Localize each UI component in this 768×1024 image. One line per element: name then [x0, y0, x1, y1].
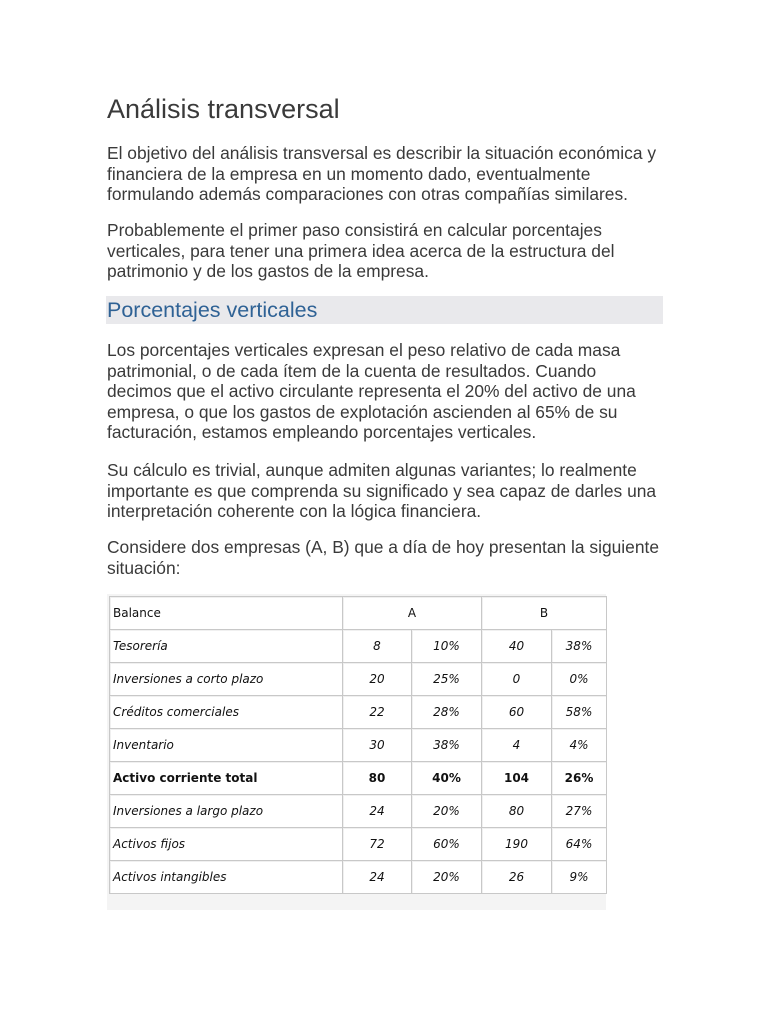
cell-a-percent: 40%	[412, 762, 482, 795]
table-row	[110, 828, 607, 861]
cell-b-value: 40	[482, 630, 552, 663]
paragraph-intro: El objetivo del análisis transversal es describir la situación económica y financiera de la empresa en un momento dado, eventualmente formulando además comparaciones con otras compañías similares.	[107, 143, 657, 205]
table-row	[110, 630, 607, 663]
header-balance: Balance	[110, 597, 343, 630]
cell-a-value: 20	[343, 663, 412, 696]
cell-a-value: 30	[343, 729, 412, 762]
cell-b-percent: 27%	[552, 795, 607, 828]
table-row	[110, 729, 607, 762]
cell-b-percent: 38%	[552, 630, 607, 663]
cell-a-value: 80	[343, 762, 412, 795]
row-label: Activos intangibles	[110, 861, 343, 894]
cell-b-value: 26	[482, 861, 552, 894]
table-row	[110, 663, 607, 696]
row-label: Inversiones a largo plazo	[110, 795, 343, 828]
cell-b-percent: 26%	[552, 762, 607, 795]
table-header-row	[110, 597, 607, 630]
row-label: Tesorería	[110, 630, 343, 663]
cell-a-percent: 25%	[412, 663, 482, 696]
row-label: Inversiones a corto plazo	[110, 663, 343, 696]
cell-a-value: 22	[343, 696, 412, 729]
cell-b-value: 60	[482, 696, 552, 729]
page-title: Análisis transversal	[107, 94, 340, 124]
cell-b-value: 80	[482, 795, 552, 828]
paragraph-consider: Considere dos empresas (A, B) que a día de hoy presentan la siguiente situación:	[107, 537, 659, 578]
balance-table-image	[107, 594, 606, 910]
cell-b-percent: 0%	[552, 663, 607, 696]
table-row	[110, 795, 607, 828]
table-row	[110, 861, 607, 894]
balance-table	[109, 596, 607, 894]
section-header	[106, 296, 663, 324]
header-company-b: B	[482, 597, 607, 630]
paragraph-calculation: Su cálculo es trivial, aunque admiten algunas variantes; lo realmente importante es que comprenda su significado y sea capaz de darles una interpretación coherente con la lógica financiera.	[107, 460, 657, 522]
cell-a-value: 8	[343, 630, 412, 663]
cell-b-percent: 64%	[552, 828, 607, 861]
table-row-total	[110, 762, 607, 795]
cell-a-percent: 20%	[412, 861, 482, 894]
cell-b-percent: 58%	[552, 696, 607, 729]
cell-a-percent: 38%	[412, 729, 482, 762]
row-label: Activos fijos	[110, 828, 343, 861]
header-company-a: A	[343, 597, 482, 630]
paragraph-definition: Los porcentajes verticales expresan el peso relativo de cada masa patrimonial, o de cada ítem de la cuenta de resultados. Cuando decimos que el activo circulante representa el 20% del activo de una empresa, o que los gastos de explotación ascienden al 65% de su facturación, estamos empleando porcentajes verticales.	[107, 340, 636, 443]
cell-b-value: 4	[482, 729, 552, 762]
table-row	[110, 696, 607, 729]
cell-b-value: 104	[482, 762, 552, 795]
cell-a-percent: 10%	[412, 630, 482, 663]
cell-b-percent: 9%	[552, 861, 607, 894]
section-heading: Porcentajes verticales	[107, 298, 318, 322]
cell-a-percent: 60%	[412, 828, 482, 861]
cell-b-value: 190	[482, 828, 552, 861]
row-label: Activo corriente total	[110, 762, 343, 795]
cell-a-value: 24	[343, 795, 412, 828]
cell-a-percent: 28%	[412, 696, 482, 729]
cell-b-value: 0	[482, 663, 552, 696]
row-label: Créditos comerciales	[110, 696, 343, 729]
cell-a-value: 24	[343, 861, 412, 894]
cell-a-percent: 20%	[412, 795, 482, 828]
cell-b-percent: 4%	[552, 729, 607, 762]
paragraph-step: Probablemente el primer paso consistirá en calcular porcentajes verticales, para tener una primera idea acerca de la estructura del patrimonio y de los gastos de la empresa.	[107, 220, 615, 282]
row-label: Inventario	[110, 729, 343, 762]
cell-a-value: 72	[343, 828, 412, 861]
